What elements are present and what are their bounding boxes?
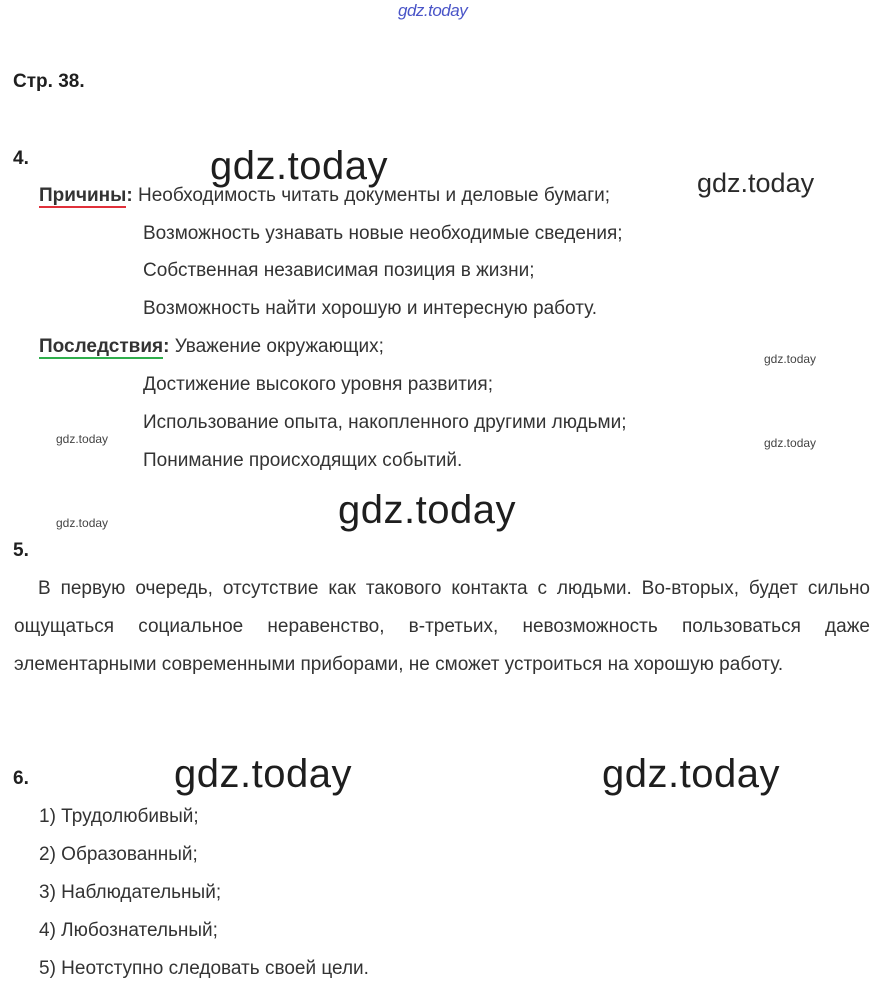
cause-item: Возможность найти хорошую и интересную работу. — [143, 298, 597, 319]
task5-paragraph: В первую очередь, отсутствие как такового контакта с людьми. Во-вторых, будет сильно ощущаться социальное неравенство, в-третьих, невозможность пользоваться даже элементарными современными приборами, не сможет устроиться на хорошую работу. — [14, 578, 870, 675]
watermark: gdz.today — [764, 352, 817, 366]
watermark: gdz.today — [338, 488, 516, 532]
effects-label: Последствия — [39, 336, 164, 357]
watermark: gdz.today — [56, 516, 109, 530]
cause-item: Возможность узнавать новые необходимые сведения; — [143, 223, 623, 244]
cause-item: Необходимость читать документы и деловые бумаги; — [137, 185, 611, 206]
watermark: gdz.today — [210, 144, 388, 188]
cause-item: Собственная независимая позиция в жизни; — [143, 260, 535, 281]
task-number: 5. — [13, 540, 29, 561]
watermark: gdz.today — [697, 168, 815, 198]
watermark-top: gdz.today — [398, 1, 468, 20]
effect-item: Достижение высокого уровня развития; — [143, 374, 493, 395]
causes-line-1 — [39, 185, 610, 207]
list-item: 3) Наблюдательный; — [39, 882, 222, 903]
effect-item: Уважение окружающих; — [174, 336, 384, 357]
list-item: 4) Любознательный; — [39, 920, 218, 941]
task-number: 4. — [13, 148, 29, 169]
causes-colon: : — [126, 185, 133, 206]
task-number: 6. — [13, 768, 29, 789]
effect-item: Использование опыта, накопленного другими людьми; — [143, 412, 627, 433]
list-item: 2) Образованный; — [39, 844, 198, 865]
effect-item: Понимание происходящих событий. — [143, 450, 463, 471]
watermark: gdz.today — [174, 752, 352, 796]
list-item: 5) Неотступно следовать своей цели. — [39, 958, 369, 979]
watermark: gdz.today — [764, 436, 817, 450]
page-heading: Стр. 38. — [13, 71, 85, 92]
effects-line-1 — [39, 336, 384, 358]
effects-colon: : — [163, 336, 170, 357]
causes-label: Причины — [39, 185, 127, 206]
watermark: gdz.today — [56, 432, 109, 446]
watermark: gdz.today — [602, 752, 780, 796]
list-item: 1) Трудолюбивый; — [39, 806, 199, 827]
